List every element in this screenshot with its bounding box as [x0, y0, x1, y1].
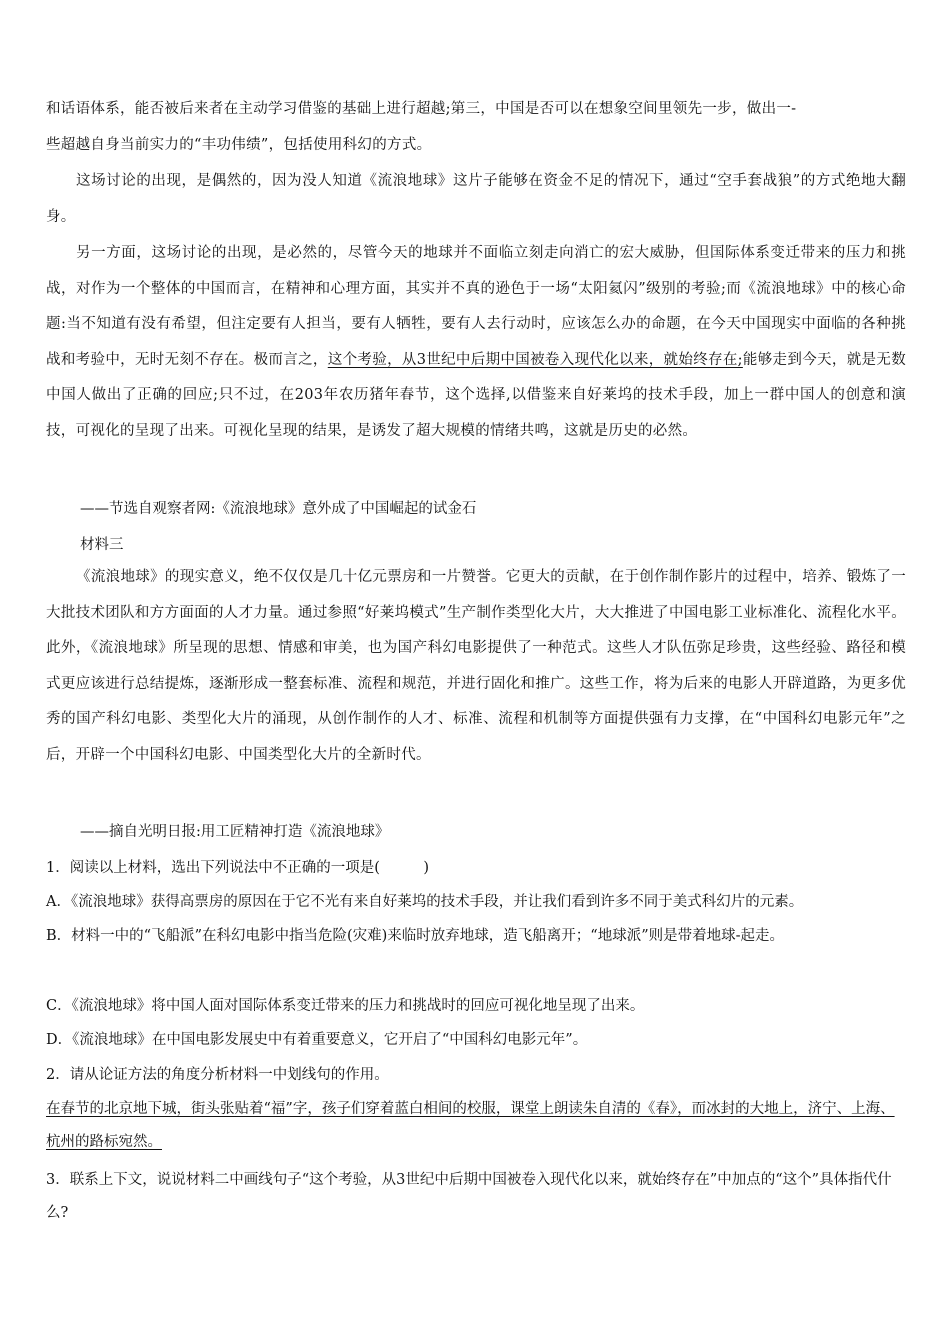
- option-a: A．《流浪地球》获得高票房的原因在于它不光有来自好莱坞的技术手段，并让我们看到许多不同于美式科幻片的元素。: [46, 894, 804, 910]
- material-3-heading: 材料三: [80, 537, 124, 553]
- underlined-sentence: 这个考验，从3世纪中后期中国被卷入现代化以来，就始终存在;: [327, 351, 743, 368]
- question-2-quote: 在春节的北京地下城，街头张贴着“福”字，孩子们穿着蓝白相间的校服，课堂上朗读朱自清的《春》，而冰封的大地上，济宁、上海、杭州的路标宛然。: [46, 1101, 895, 1150]
- paragraph-continuation: [46, 92, 906, 163]
- option-d: D．《流浪地球》在中国电影发展史中有着重要意义，它开启了“中国科幻电影元年”。: [46, 1032, 588, 1048]
- option-b: B．材料一中的“飞船派”在科幻电影中指当危险(灾难)来临时放弃地球，造飞船离开；“地球派”则是带着地球-起走。: [46, 928, 785, 944]
- paragraph-material-3: 《流浪地球》的现实意义，绝不仅仅是几十亿元票房和一片赞誉。它更大的贡献，在于创作制作影片的过程中，培养、锻炼了一大批技术团队和方方面面的人才力量。通过参照“好莱坞模式”生产制作类型化大片，大大推进了中国电影工业标准化、流程化水平。此外，《流浪地球》所呈现的思想、情感和审美，也为国产科幻电影提供了一种范式。这些人才队伍弥足珍贵，这些经验、路径和模式更应该进行总结提炼，逐渐形成一整套标准、流程和规范，并进行固化和推广。这些工作，将为后来的电影人开辟道路，为更多优秀的国产科幻电影、类型化大片的涌现，从创作制作的人才、标准、流程和机制等方面提供强有力支撑，在“中国科幻电影元年”之后，开辟一个中国科幻电影、中国类型化大片的全新时代。: [46, 569, 906, 763]
- paragraph-text: 能够走到今天，就是无数中国人做出了正确的回应;只不过，在203年农历猪年春节，这个选择,以借鉴来自好莱坞的技术手段，加上一群中国人的创意和演技，可视化的呈现了出来。可视化呈现的结果，是诱发了超大规模的情绪共鸣，这就是历史的必然。: [46, 351, 906, 439]
- paragraph-inevitable: [46, 236, 906, 450]
- question-2-stem: 2．请从论证方法的角度分析材料一中划线句的作用。: [46, 1067, 389, 1083]
- paragraph-text: 另一方面，这场讨论的出现，是必然的，尽管今天的地球并不面临立刻走向消亡的宏大威胁，但国际体系变迁带来的压力和挑战，对作为一个整体的中国而言，在精神和心理方面，其实并不真的逊色于一场“太阳氦闪”级别的考验;而《流浪地球》中的核心命题:当不知道有没有希望，但注定要有人担当，要有人牺牲，要有人去行动时，应该怎么办的命题，在今天中国现实中面临的各种挑战和考验中，无时无刻不存在。极而言之，: [46, 245, 906, 368]
- option-c: C．《流浪地球》将中国人面对国际体系变迁带来的压力和挑战时的回应可视化地呈现了出来。: [46, 998, 645, 1014]
- paragraph-line: 些超越自身当前实力的“丰功伟绩”，包括使用科幻的方式。: [46, 136, 432, 153]
- paragraph-line: 和话语体系，能否被后来者在主动学习借鉴的基础上进行超越;第三，中国是否可以在想象空间里领先一步，做出一-: [46, 101, 797, 117]
- paragraph-occasional: 这场讨论的出现，是偶然的，因为没人知道《流浪地球》这片子能够在资金不足的情况下，通过“空手套战狼”的方式绝地大翻身。: [46, 173, 906, 225]
- question-3-stem: 3．联系上下文，说说材料二中画线句子“这个考验，从3世纪中后期中国被卷入现代化以来，就始终存在”中加点的“这个”具体指代什么?: [46, 1172, 892, 1221]
- source-citation-2: ——节选自观察者网:《流浪地球》意外成了中国崛起的试金石: [80, 501, 477, 517]
- source-citation-3: ——摘自光明日报:用工匠精神打造《流浪地球》: [80, 824, 390, 840]
- question-1-stem: 1．阅读以上材料，选出下列说法中不正确的一项是( ): [46, 860, 430, 876]
